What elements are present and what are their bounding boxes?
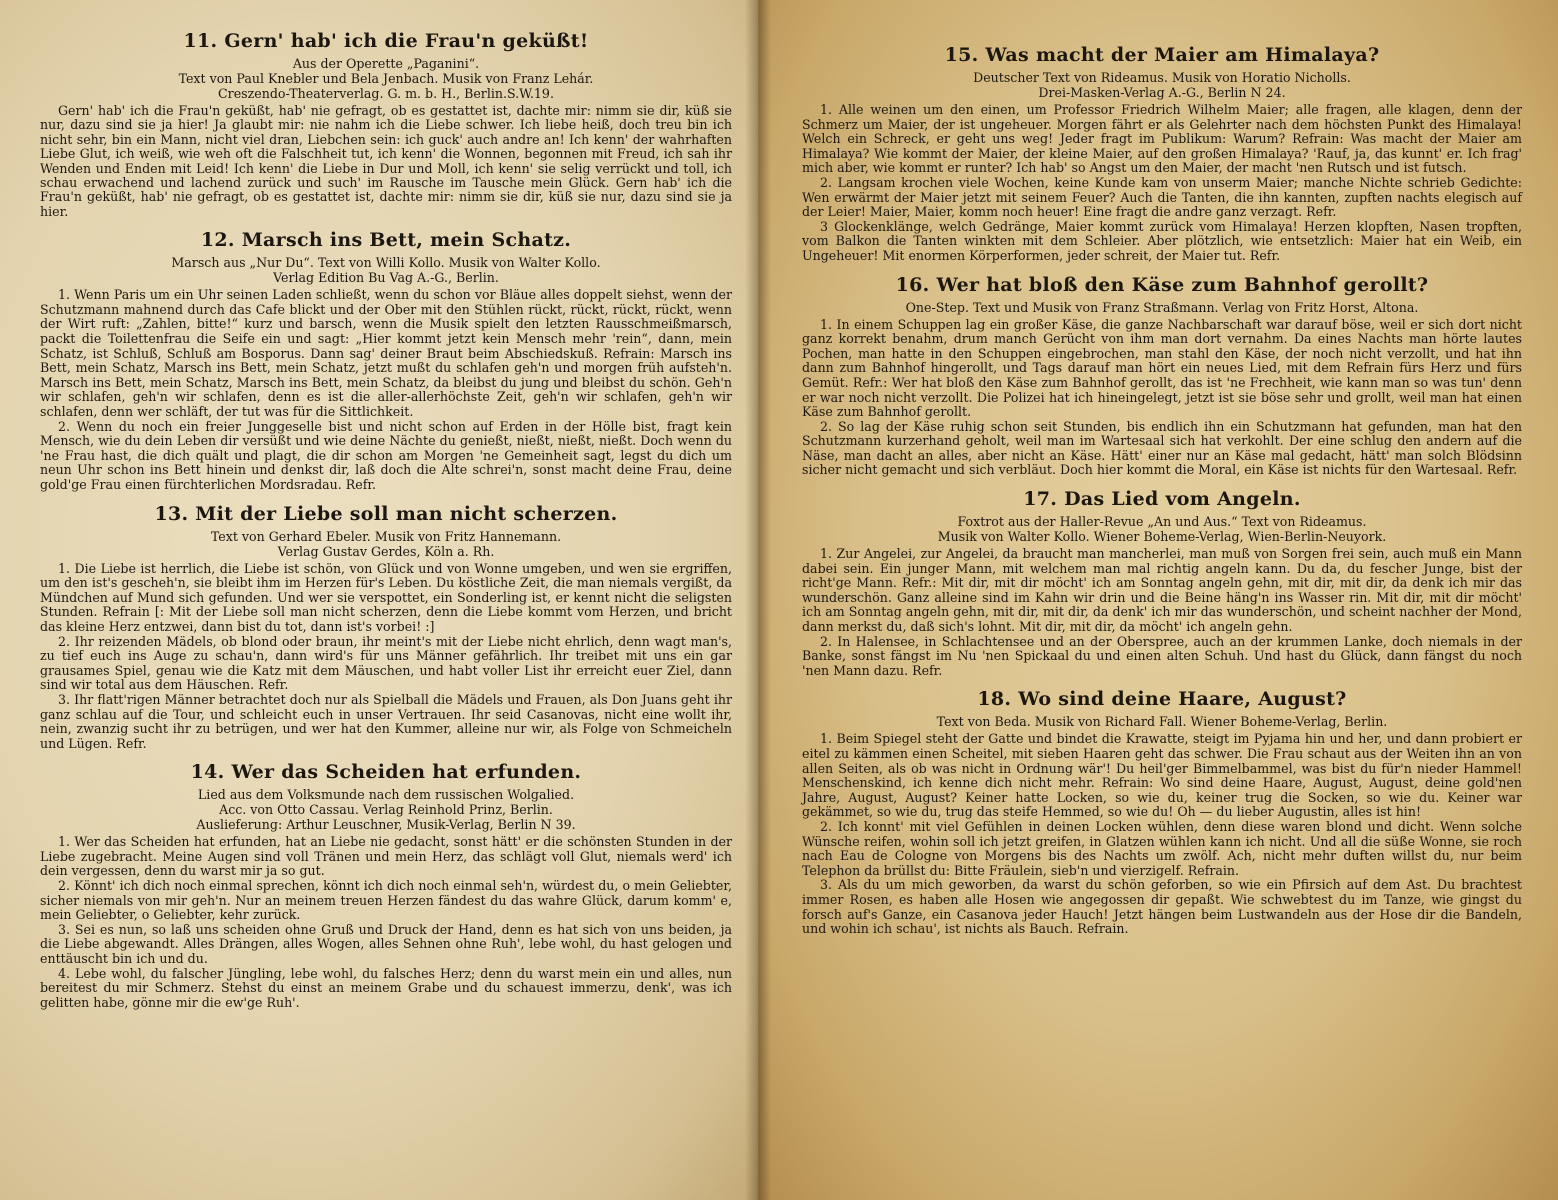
song-title: 16. Wer hat bloß den Käse zum Bahnhof gerollt? [895, 273, 1429, 296]
lyrics-paragraph: 1. In einem Schuppen lag ein großer Käse, die ganze Nachbarschaft war darauf böse, weil er sich dort nicht ganz korrekt benahm, drum manch Gerücht von ihm man dort vernahm. Da eines Nachts man hörte lautes Pochen, man hatte in den Schuppen eingebrochen, man stahl den Käse, der noch nicht verzollt, und hat ihn dann zum Bahnhof hingerollt, und Tags darauf man hört ein neues Lied, mit dem Refrain fürs Herz und fürs Gemüt. Refr.: Wer hat bloß den Käse zum Bahnhof gerollt, das ist 'ne Frechheit, wie kann man so was tun' denn er war noch nicht verzollt. Die Polizei hat ich hineingelegt, jetzt ist sie böse sehr und grollt, weil man hat einen Käse zum Bahnhof gerollt. [802, 316, 1522, 420]
lyrics-paragraph: 2. Könnt' ich dich noch einmal sprechen, könnt ich dich noch einmal seh'n, würdest du, o mein Geliebter, sicher niemals von mir geh'n. Nur an meinem treuen Herzen fändest du das wahre Glück, darum komm' e, mein Geliebter, o Geliebter, kehr zurück. [40, 878, 732, 923]
credit-line: Deutscher Text von Rideamus. Musik von Horatio Nicholls. [973, 70, 1351, 85]
song-17 [802, 488, 1522, 678]
song-credits [40, 255, 732, 285]
credit-line: Drei-Masken-Verlag A.-G., Berlin N 24. [1038, 85, 1286, 100]
lyrics-paragraph: 1. Wenn Paris um ein Uhr seinen Laden schließt, wenn du schon vor Bläue alles doppelt siehst, wenn der Schutzmann mahnend durch das Cafe blickt und der Ober mit den Stühlen rückt, rückt, rückt, rückt, wenn der Wirt ruft: „Zahlen, bitte!“ kurz und barsch, wenn die Musik spielt den letzten Rausschmeißmarsch, packt die Toilettenfrau die Seife ein und sagt: „Hier kommt jetzt kein Mensch mehr 'rein“, dann, mein Schatz, ist Schluß, Schluß am Bosporus. Dann sag' deiner Braut beim Abschiedskuß. Refrain: Marsch ins Bett, mein Schatz, Marsch ins Bett, mein Schatz, jetzt mußt du schlafen geh'n und morgen früh aufsteh'n. Marsch ins Bett, mein Schatz, Marsch ins Bett, mein Schatz, da bleibst du jung und bleibst du schön. Geh'n wir schlafen, geh'n wir schlafen, denn es ist die aller-allerhöchste Zeit, geh'n wir schlafen, geh'n wir schlafen, denn wer schläft, der tut was für die Sittlichkeit. [40, 287, 732, 419]
song-title: 11. Gern' hab' ich die Frau'n geküßt! [183, 30, 589, 52]
lyrics-paragraph: 2. Wenn du noch ein freier Junggeselle bist und nicht schon auf Erden in der Hölle bist, fragt kein Mensch, wie du dein Leben dir versüßt und wie deine Nächte du genießt, nießt, nießt, nießt. Doch wenn du 'ne Frau hast, die dich quält und plagt, die dir schon am Morgen 'ne Gemeinheit sagt, legst du dich um neun Uhr schon ins Bett hinein und denkst dir, laß doch die Alte schrei'n, sonst macht deine Frau, deine gold'ge Frau einen fürchterlichen Mordsradau. Refr. [40, 418, 732, 492]
credit-line: Foxtrot aus der Haller-Revue „An und Aus.“ Text von Rideamus. [957, 514, 1367, 530]
lyrics-paragraph: 4. Lebe wohl, du falscher Jüngling, lebe wohl, du falsches Herz; denn du warst mein ein und alles, nun bereitest du mir Schmerz. Stehst du einst an meinem Grabe und du schauest immerzu, denk', was ich gelitten habe, gönne mir die ew'ge Ruh'. [40, 965, 732, 1010]
song-title: 14. Wer das Scheiden hat erfunden. [190, 761, 582, 784]
song-lyrics [802, 318, 1522, 479]
lyrics-paragraph: 1. Die Liebe ist herrlich, die Liebe ist schön, von Glück und von Wonne umgeben, und wen sie ergriffen, um den ist's gescheh'n, sie bleibt ihm im Herzen für's Leben. Du köstliche Zeit, die man niemals vergißt, da Mündchen auf Mund sich gefunden. Und wer sie verspottet, ein Sonderling ist, er kennt nicht die seligsten Stunden. Refrain [: Mit der Liebe soll man nicht scherzen, denn die Liebe kommt vom Herzen, und bricht das kleine Herz entzwei, dann bist du tot, dann ist's vorbei! :] [40, 560, 732, 634]
credit-line: Acc. von Otto Cassau. Verlag Reinhold Prinz, Berlin. [219, 802, 553, 818]
lyrics-paragraph: 1. Beim Spiegel steht der Gatte und bindet die Krawatte, steigt im Pyjama hin und her, und dann probiert er eitel zu kämmen einen Scheitel, mit sieben Haaren geht das schwer. Die Frau schaut aus der Weiten ihn an von allen Seiten, als ob was nicht in Ordnung wär'! Du heil'ger Bimmelbammel, was bist du für'n nieder Hammel! Menschenskind, ich kenne dich nicht mehr. Refrain: Wo sind deine Haare, August, August, deine gold'nen Jahre, August, August? Keiner hatte Locken, so wie du, keiner trug die Socken, so wie du. Keiner war gekämmet, so wie du, trug das steife Hemmed, so wie du! Oh — du lieber Augustin, alles ist hin! [802, 731, 1522, 820]
credit-line: Aus der Operette „Paganini“. [292, 56, 480, 71]
song-lyrics [40, 288, 732, 492]
credit-line: Text von Gerhard Ebeler. Musik von Fritz Hannemann. [210, 528, 562, 544]
song-11 [40, 30, 732, 219]
song-lyrics [40, 104, 732, 219]
song-title: 15. Was macht der Maier am Himalaya? [944, 44, 1380, 66]
song-title: 12. Marsch ins Bett, mein Schatz. [200, 229, 572, 252]
song-credits [40, 529, 732, 559]
lyrics-paragraph: 1. Alle weinen um den einen, um Professor Friedrich Wilhelm Maier; alle fragen, alle klagen, denn der Schmerz um Maier, der ist ungeheuer. Morgen fährt er als Gelehrter nach dem höchsten Punkt des Himalaya! Welch ein Schreck, er geht uns weg! Jeder fragt im Publikum: Warum? Refrain: Was macht der Maier am Himalaya? Wie kommt der Maier, der kleine Maier, auf den großen Himalaya? 'Rauf, ja, das kunnt' er. Ich frag' mich aber, wie kommt er runter? Ich hab' so Angst um den Maier, der macht 'nen Rutsch und ist futsch. [802, 102, 1522, 176]
song-title: 13. Mit der Liebe soll man nicht scherzen. [154, 502, 618, 525]
song-lyrics [802, 732, 1522, 936]
credit-line: Verlag Edition Bu Vag A.-G., Berlin. [273, 270, 499, 286]
song-16 [802, 274, 1522, 479]
song-lyrics [40, 835, 732, 1010]
lyrics-paragraph: 2. Ihr reizenden Mädels, ob blond oder braun, ihr meint's mit der Liebe nicht ehrlich, denn wagt man's, zu tief euch ins Auge zu schau'n, dann wird's für uns Männer gefährlich. Ihr treibet mit uns ein gar grausames Spiel, genau wie die Katz mit dem Mäuschen, und habt voller List ihr erreicht euer Ziel, dann sind wir total aus dem Häuschen. Refr. [40, 633, 732, 693]
credit-line: Creszendo-Theaterverlag. G. m. b. H., Berlin.S.W.19. [218, 86, 554, 101]
credit-line: Lied aus dem Volksmunde nach dem russischen Wolgalied. [197, 787, 575, 803]
song-lyrics [40, 562, 732, 752]
song-18 [802, 688, 1522, 936]
credit-line: Marsch aus „Nur Du“. Text von Willi Kollo. Musik von Walter Kollo. [171, 255, 601, 271]
song-title: 17. Das Lied vom Angeln. [1023, 488, 1301, 511]
lyrics-paragraph: 1. Wer das Scheiden hat erfunden, hat an Liebe nie gedacht, sonst hätt' er die schönsten Stunden in der Liebe zugebracht. Meine Augen sind voll Tränen und mein Herz, das schlägt voll Glut, niemals werd' ich dein vergessen, denn du warst mir ja so gut. [40, 834, 732, 879]
lyrics-paragraph: 3 Glockenklänge, welch Gedränge, Maier kommt zurück vom Himalaya! Herzen klopften, Nasen tropften, vom Balkon die Tanten winkten mit dem Schleier. Aber plötzlich, wie entsetzlich: Maier hat ein Weib, ein Ungeheuer! Mit enormen Körperformen, jeder schreit, der Maier tut. Refr. [802, 218, 1522, 263]
song-credits [40, 56, 732, 101]
lyrics-paragraph: 2. In Halensee, in Schlachtensee und an der Oberspree, auch an der krummen Lanke, doch niemals in der Banke, sonst fängst im Nu 'nen Spickaal du und einen alten Schuh. Und hast du Glück, dann fängst du noch 'nen Mann dazu. Refr. [802, 633, 1522, 678]
credit-line: Auslieferung: Arthur Leuschner, Musik-Verlag, Berlin N 39. [196, 817, 576, 833]
lyrics-paragraph: 3. Sei es nun, so laß uns scheiden ohne Gruß und Druck der Hand, denn es hat sich von uns beiden, ja die Liebe abgewandt. Alles Drängen, alles Wogen, alles Sehnen ohne Ruh', lebe wohl, du hast gelogen und enttäuscht bin ich und du. [40, 921, 732, 967]
credit-line: Verlag Gustav Gerdes, Köln a. Rh. [277, 543, 495, 559]
song-credits [40, 787, 732, 832]
song-15 [802, 44, 1522, 264]
lyrics-paragraph: 3. Ihr flatt'rigen Männer betrachtet doch nur als Spielball die Mädels und Frauen, als Don Juans geht ihr ganz schlau auf die Tour, und schleicht euch in unser Vertrauen. Ihr seid Casanovas, nicht eine wollt ihr, nein, zwanzig sucht ihr zu betrügen, und wer hat den Kummer, alleine nur wir, als Folge von Schmeicheln und Lügen. Refr. [40, 691, 732, 751]
credit-line: Text von Beda. Musik von Richard Fall. Wiener Boheme-Verlag, Berlin. [936, 714, 1388, 730]
song-credits [802, 70, 1522, 100]
right-page [758, 0, 1558, 1200]
lyrics-paragraph: 2. So lag der Käse ruhig schon seit Stunden, bis endlich ihn ein Schutzmann hat gefunden, man hat den Schutzmann kurzerhand geholt, weil man im Wartesaal sich hat verkohlt. Der eine schlug den andern auf die Näse, man dacht an alles, aber nicht an Käse. Hätt' einer nur an Käse mal gedacht, hätt' man solch Blödsinn sicher nicht gemacht und sich verbläut. Doch hier kommt die Moral, ein Käse ist nichts für den Wartesaal. Refr. [802, 418, 1522, 478]
song-lyrics [802, 547, 1522, 678]
lyrics-paragraph: 3. Als du um mich geworben, da warst du schön geforben, so wie ein Pfirsich auf dem Ast. Du brachtest immer Rosen, es haben alle Hosen wie angegossen dir gepaßt. Wie schwebtest du im Tanze, wie gingst du forsch auf's Ganze, ein Casanova jeder Hauch! Jetzt hängen beim Lustwandeln aus der Hose dir die Bandeln, und wohin ich schau', ist nichts als Bauch. Refrain. [802, 877, 1522, 937]
lyrics-paragraph: 2. Langsam krochen viele Wochen, keine Kunde kam von unserm Maier; manche Nichte schrieb Gedichte: Wen erwärmt der Maier jetzt mit seinem Feuer? Auch die Tanten, die ihn kannten, zupften nachts elegisch auf der Leier! Maier, Maier, komm noch heuer! Eine fragt die andre ganz verzagt. Refr. [802, 174, 1522, 220]
song-credits [802, 714, 1522, 729]
credit-line: Musik von Walter Kollo. Wiener Boheme-Verlag, Wien-Berlin-Neuyork. [937, 529, 1387, 545]
song-credits [802, 300, 1522, 315]
song-14 [40, 761, 732, 1010]
song-credits [802, 514, 1522, 544]
lyrics-paragraph: Gern' hab' ich die Frau'n geküßt, hab' nie gefragt, ob es gestattet ist, dachte mir: nimm sie dir, küß sie nur, dazu sind sie ja hier! Ja glaubt mir: nie nahm ich die Liebe schwer. Ich liebe heiß, doch treu bin ich nicht sehr, bin ein Mann, nicht viel dran, Liebchen sein: ich guck' auch andre an! Ich kenn' der wahrhaften Liebe Glut, ich weiß, wie weh oft die Falschheit tut, ich kenn' die Wonnen, begonnen mit Freud, ich sah ihr Wenden und Enden mit Leid! Ich kenn' die Liebe in Dur und Moll, ich kenn' sie selig verrückt und toll, ich schau erwachend und lachend zurück und such' im Rausche im Tausche mein Glück. Gern hab' ich die Frau'n geküßt, hab' nie gefragt, ob es gestattet ist, dachte mir: nimm sie dir, küß sie nur, dazu sind sie ja hier. [40, 103, 732, 219]
song-12 [40, 229, 732, 492]
lyrics-paragraph: 2. Ich konnt' mit viel Gefühlen in deinen Locken wühlen, denn diese waren blond und dicht. Wenn solche Wünsche reifen, wohin soll ich jetzt greifen, in Glatzen wühlen kann ich nicht. Und all die süße Wonne, sie roch nach Eau de Cologne von Morgens bis des Nachts um zwölf. Ach, nicht mehr duften willst du, nur beim Telephon da brüllst du: Bitte Fräulein, sieb'n und vierzigelf. Refrain. [802, 818, 1522, 878]
song-lyrics [802, 103, 1522, 264]
credit-line: Text von Paul Knebler und Bela Jenbach. Musik von Franz Lehár. [178, 71, 594, 86]
song-title: 18. Wo sind deine Haare, August? [977, 688, 1347, 711]
credit-line: One-Step. Text und Musik von Franz Straßmann. Verlag von Fritz Horst, Altona. [905, 299, 1419, 315]
left-page [0, 0, 760, 1200]
lyrics-paragraph: 1. Zur Angelei, zur Angelei, da braucht man mancherlei, man muß von Sorgen frei sein, auch muß ein Mann dabei sein. Ein junger Mann, mit welchem man mal richtig angeln kann. Du da, du fescher Junge, bist der richt'ge Mann. Refr.: Mit dir, mit dir möcht' ich am Sonntag angeln gehn, mit dir, mit dir, da denk ich mir das wunderschön. Ganz alleine sind im Kahn wir drin und die Beine häng'n ins Wasser rin. Mit dir, mit dir möcht' ich am Sonntag angeln gehn, mit dir, mit dir, da denk' ich mir das wunderschön, und scheint nachher der Mond, dann merkst du, daß sich's lohnt. Mit dir, mit dir, da möcht' ich angeln gehn. [802, 546, 1522, 635]
song-13 [40, 503, 732, 752]
